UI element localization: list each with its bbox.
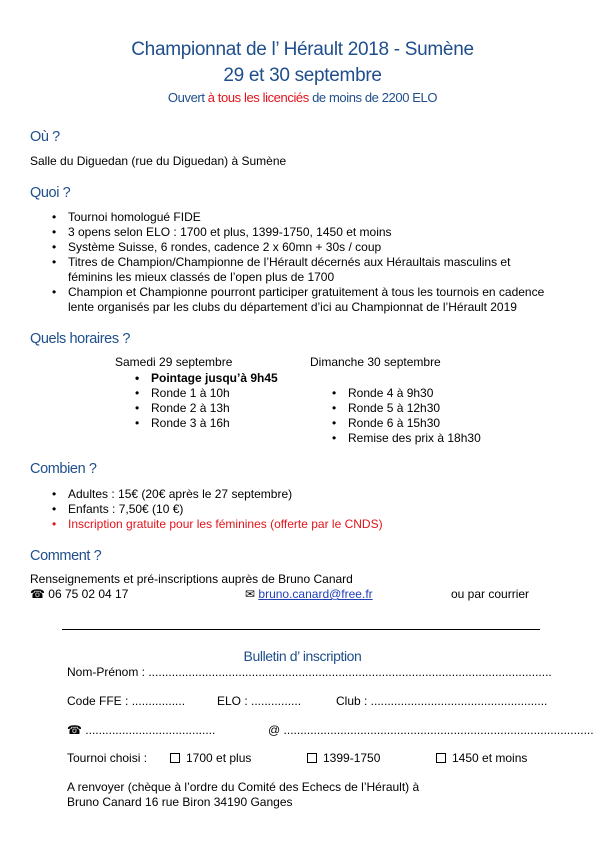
subtitle-part-3: de moins de 2200 ELO	[308, 90, 438, 105]
day2-label: Dimanche 30 septembre	[310, 355, 441, 369]
phone-icon: ☎	[30, 587, 45, 601]
checkbox-icon[interactable]	[307, 753, 317, 763]
post-text: ou par courrier	[451, 587, 530, 601]
tel-dots: .......................................	[85, 723, 216, 737]
list-item: • 3 opens selon ELO : 1700 et plus, 1399-1750, 1450 et moins	[50, 225, 544, 240]
day1-schedule	[133, 371, 278, 431]
list-item: • Ronde 5 à 12h30	[330, 401, 481, 416]
bulletin-title: Bulletin d’ inscription	[243, 648, 362, 664]
option-1399-1750[interactable]	[307, 751, 380, 766]
list-line: féminins les mieux classés de l’open plus de 1700	[68, 270, 335, 284]
phone-icon: ☎	[67, 723, 82, 737]
list-item: • Inscription gratuite pour les féminines (offerte par le CNDS)	[50, 517, 383, 532]
envelope-icon: ✉	[245, 587, 256, 601]
venue-text: Salle du Diguedan (rue du Diguedan) à Sumène	[30, 154, 287, 168]
list-item: • Adultes : 15€ (20€ après le 27 septembre)	[50, 487, 383, 502]
at-icon: @	[268, 723, 281, 737]
email-link[interactable]: bruno.canard@free.fr	[258, 587, 373, 601]
list-item: • Remise des prix à 18h30	[330, 431, 481, 446]
list-item: • Ronde 6 à 15h30	[330, 416, 481, 431]
contact-text: Renseignements et pré-inscriptions auprès de Bruno Canard	[30, 572, 353, 586]
day2-schedule	[330, 386, 481, 446]
price-list	[50, 487, 383, 532]
ffe-code-field[interactable]: Code FFE : ................	[67, 694, 186, 708]
list-item: • Tournoi homologué FIDE	[50, 210, 544, 225]
event-subtitle	[0, 90, 605, 106]
section-heading-quoi: Quoi ?	[30, 185, 71, 201]
list-item: • Ronde 4 à 9h30	[330, 386, 481, 401]
subtitle-highlight: à tous les licenciés	[207, 90, 309, 105]
quoi-list	[50, 210, 544, 315]
email-line	[245, 587, 373, 602]
option-label: 1399-1750	[323, 751, 381, 765]
list-item: • Système Suisse, 6 rondes, cadence 2 x 60mn + 30s / coup	[50, 240, 544, 255]
option-label: 1700 et plus	[186, 751, 252, 765]
list-line: Champion et Championne pourront participer gratuitement à tous les tournois en cadence	[68, 285, 545, 299]
day1-label: Samedi 29 septembre	[115, 355, 233, 369]
option-1700-plus[interactable]	[170, 751, 251, 766]
name-field[interactable]: Nom-Prénom : .........................................................................................................................	[67, 665, 552, 679]
phone-line	[30, 587, 128, 602]
list-item: • Enfants : 7,50€ (10 €)	[50, 502, 383, 517]
section-heading-horaires: Quels horaires ?	[30, 331, 130, 347]
return-address: Bruno Canard 16 rue Biron 34190 Ganges	[67, 795, 293, 809]
list-item: • Ronde 1 à 10h	[133, 386, 278, 401]
return-instructions: A renvoyer (chèque à l’ordre du Comité des Echecs de l’Hérault) à	[67, 780, 420, 794]
section-heading-ou: Où ?	[30, 129, 60, 145]
club-field[interactable]: Club : .....................................................	[336, 694, 548, 708]
email-dots: .............................................................................................	[283, 723, 594, 737]
email-field[interactable]	[268, 723, 594, 738]
event-dates: 29 et 30 septembre	[223, 65, 382, 86]
list-item: • Pointage jusqu’à 9h45	[133, 371, 278, 386]
list-item: • Ronde 2 à 13h	[133, 401, 278, 416]
subtitle-part-1: Ouvert	[167, 90, 208, 105]
phone-number: 06 75 02 04 17	[48, 587, 129, 601]
elo-field[interactable]: ELO : ...............	[217, 694, 302, 708]
section-heading-comment: Comment ?	[30, 548, 102, 564]
checkbox-icon[interactable]	[436, 753, 446, 763]
option-label: 1450 et moins	[452, 751, 528, 765]
list-item	[50, 255, 544, 285]
list-line: lente organisés par les clubs du département d’ici au Championnat de l’Hérault 2019	[68, 300, 517, 314]
tournament-choice-label: Tournoi choisi :	[67, 751, 148, 765]
divider	[62, 629, 540, 630]
list-line: Titres de Champion/Championne de l’Hérault décernés aux Héraultais masculins et	[68, 255, 511, 269]
section-heading-combien: Combien ?	[30, 461, 97, 477]
option-1450-moins[interactable]	[436, 751, 527, 766]
list-item: • Ronde 3 à 16h	[133, 416, 278, 431]
page-title: Championnat de l’ Hérault 2018 - Sumène	[131, 39, 474, 60]
list-item	[50, 285, 544, 315]
tel-field[interactable]	[67, 723, 215, 738]
checkbox-icon[interactable]	[170, 753, 180, 763]
